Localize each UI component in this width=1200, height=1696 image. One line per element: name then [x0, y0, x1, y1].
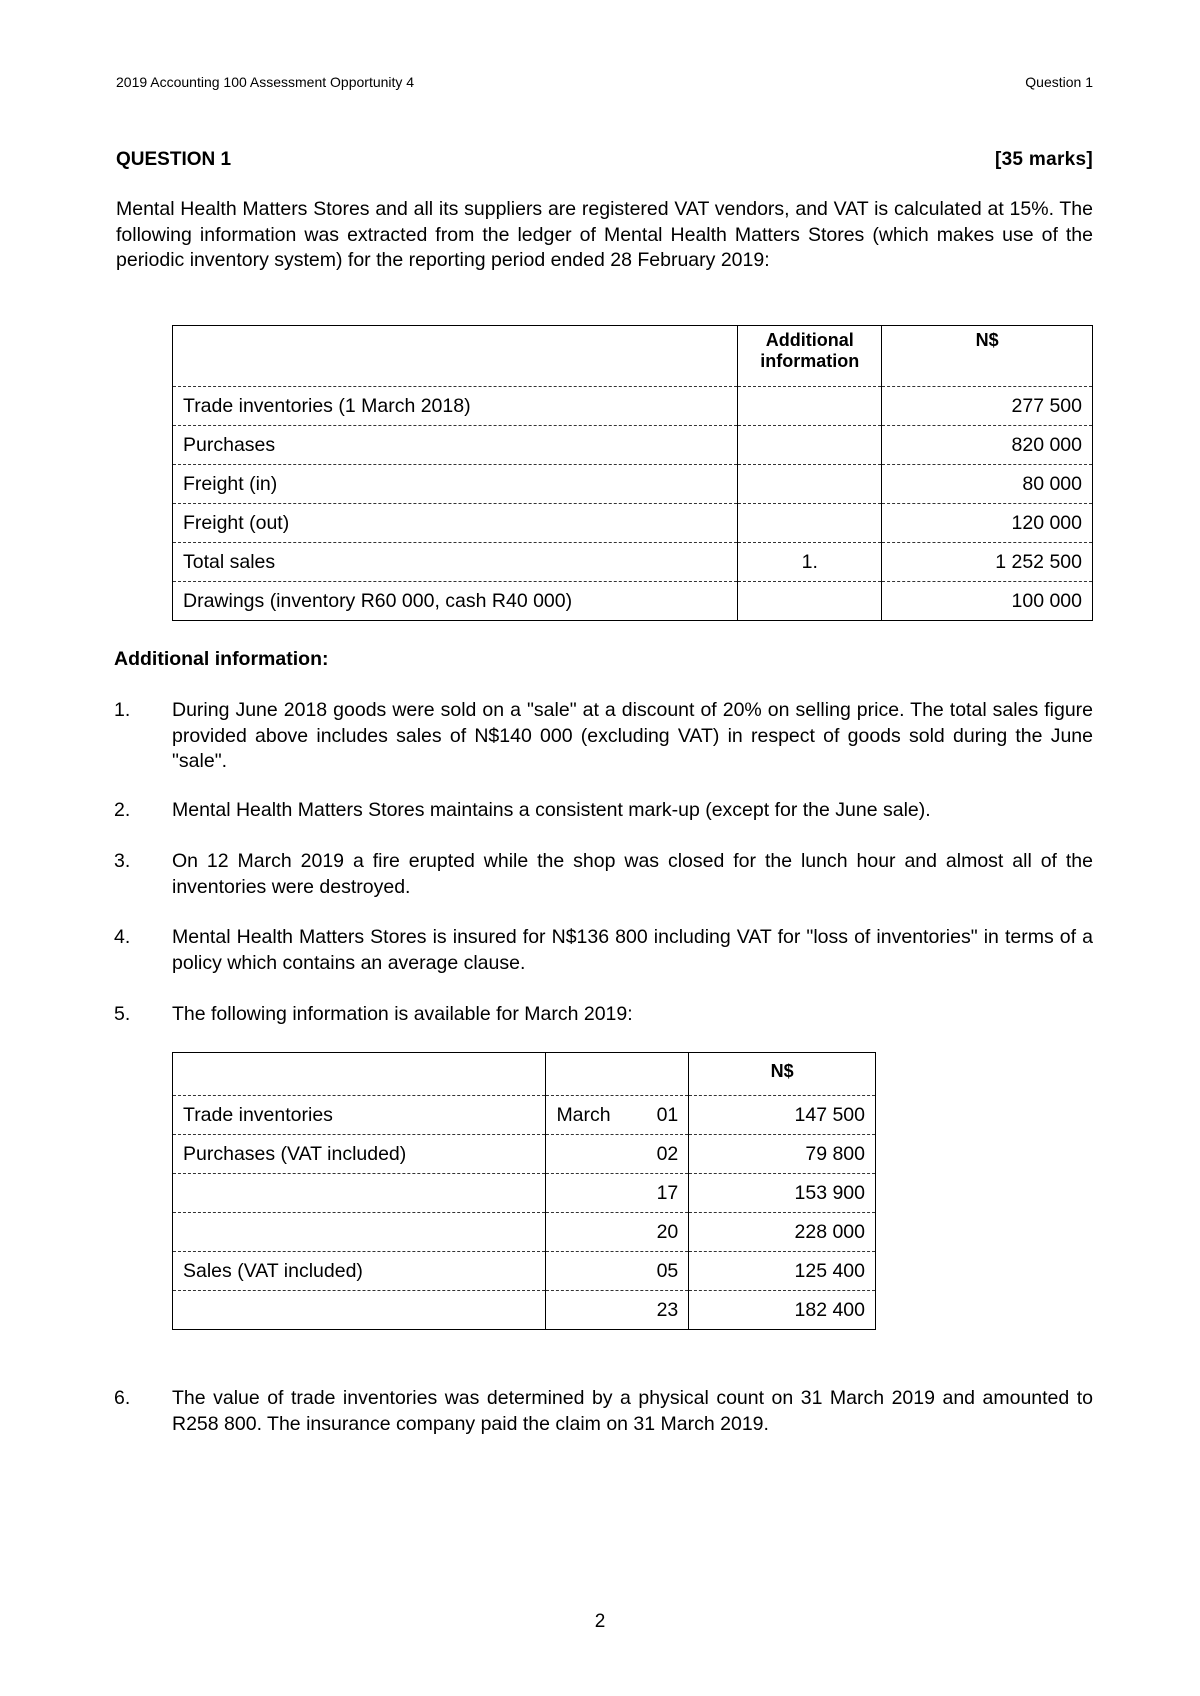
- header-question-label: Question 1: [1025, 74, 1093, 90]
- ledger-ref: [738, 426, 882, 465]
- question-intro: Mental Health Matters Stores and all its suppliers are registered VAT vendors, and VAT is calculated at 15%. The following information was extracted from the ledger of Mental Health Matters Stores (which makes use of the periodic inventory system) for the reporting period ended 28 February 2019:: [116, 198, 1093, 271]
- march-header-blank: [546, 1053, 689, 1096]
- table-row: [173, 1174, 876, 1213]
- note-text: On 12 March 2019 a fire erupted while the shop was closed for the lunch hour and almost all of the inventories were destroyed.: [172, 850, 1093, 898]
- ledger-header-blank: [173, 326, 738, 387]
- march-date-cell: [546, 1096, 689, 1135]
- note-number: 2.: [114, 799, 131, 821]
- ledger-table: [172, 325, 1093, 621]
- note-text: The following information is available for March 2019:: [172, 1003, 633, 1025]
- header-document-title: 2019 Accounting 100 Assessment Opportunity 4: [116, 74, 415, 90]
- ledger-item: Total sales: [173, 543, 738, 582]
- ledger-amount: 277 500: [882, 387, 1093, 426]
- ledger-header-additional: Additional information: [738, 326, 882, 387]
- note-text: Mental Health Matters Stores is insured for N$136 800 including VAT for "loss of inventories" in terms of a policy which contains an average clause.: [172, 926, 1093, 974]
- ledger-item: Purchases: [173, 426, 738, 465]
- ledger-item: Freight (in): [173, 465, 738, 504]
- march-amount: 147 500: [689, 1096, 876, 1135]
- table-row: [173, 1135, 876, 1174]
- ledger-amount: 820 000: [882, 426, 1093, 465]
- note-number: 3.: [114, 850, 131, 872]
- table-row: [173, 1096, 876, 1135]
- march-item: [173, 1213, 546, 1252]
- ledger-ref: 1.: [738, 543, 882, 582]
- march-item: Purchases (VAT included): [173, 1135, 546, 1174]
- note-number: 1.: [114, 699, 131, 721]
- page-number: 2: [594, 1611, 606, 1632]
- march-day: 05: [546, 1252, 689, 1291]
- ledger-header-row: [173, 326, 1093, 387]
- table-row: [173, 504, 1093, 543]
- march-header-blank: [173, 1053, 546, 1096]
- note-number: 6.: [114, 1387, 131, 1409]
- ledger-amount: 100 000: [882, 582, 1093, 621]
- table-row: [173, 1252, 876, 1291]
- march-amount: 79 800: [689, 1135, 876, 1174]
- ledger-ref: [738, 504, 882, 543]
- additional-info-heading: Additional information:: [114, 648, 329, 670]
- table-row: [173, 426, 1093, 465]
- ledger-ref: [738, 465, 882, 504]
- ledger-item: Drawings (inventory R60 000, cash R40 000): [173, 582, 738, 621]
- ledger-amount: 1 252 500: [882, 543, 1093, 582]
- ledger-amount: 80 000: [882, 465, 1093, 504]
- march-item: Sales (VAT included): [173, 1252, 546, 1291]
- march-amount: 125 400: [689, 1252, 876, 1291]
- ledger-ref: [738, 387, 882, 426]
- march-day: 01: [656, 1103, 679, 1126]
- march-header-currency: N$: [689, 1053, 876, 1096]
- note-number: 4.: [114, 926, 131, 948]
- march-table: [172, 1052, 876, 1330]
- note-text: During June 2018 goods were sold on a "sale" at a discount of 20% on selling price. The total sales figure provided above includes sales of N$140 000 (excluding VAT) in respect of goods sold during the June "sale".: [172, 699, 1093, 772]
- ledger-ref: [738, 582, 882, 621]
- march-item: [173, 1174, 546, 1213]
- ledger-amount: 120 000: [882, 504, 1093, 543]
- question-marks: [35 marks]: [994, 149, 1093, 170]
- march-day: 23: [546, 1291, 689, 1330]
- march-header-row: [173, 1053, 876, 1096]
- ledger-header-currency: N$: [882, 326, 1093, 387]
- march-month-label: March: [556, 1103, 611, 1126]
- note-number: 5.: [114, 1003, 131, 1025]
- march-amount: 153 900: [689, 1174, 876, 1213]
- table-row: [173, 465, 1093, 504]
- march-day: 02: [546, 1135, 689, 1174]
- march-amount: 228 000: [689, 1213, 876, 1252]
- ledger-item: Trade inventories (1 March 2018): [173, 387, 738, 426]
- march-day: 17: [546, 1174, 689, 1213]
- march-amount: 182 400: [689, 1291, 876, 1330]
- march-day: 20: [546, 1213, 689, 1252]
- table-row: [173, 1213, 876, 1252]
- note-text: Mental Health Matters Stores maintains a consistent mark-up (except for the June sale).: [172, 799, 931, 821]
- note-text: The value of trade inventories was determined by a physical count on 31 March 2019 and amounted to R258 800. The insurance company paid the claim on 31 March 2019.: [172, 1387, 1093, 1435]
- table-row: [173, 387, 1093, 426]
- table-row: [173, 1291, 876, 1330]
- march-item: [173, 1291, 546, 1330]
- march-item: Trade inventories: [173, 1096, 546, 1135]
- table-row: [173, 582, 1093, 621]
- table-row: [173, 543, 1093, 582]
- question-title: QUESTION 1: [116, 149, 232, 170]
- ledger-item: Freight (out): [173, 504, 738, 543]
